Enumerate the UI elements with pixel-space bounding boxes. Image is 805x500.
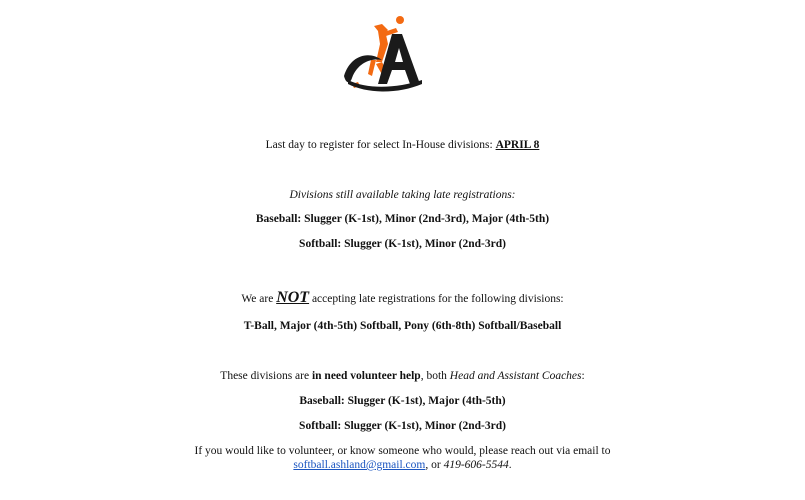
volunteer-softball: Softball: Slugger (K-1st), Minor (2nd-3rd) bbox=[299, 420, 506, 432]
deadline-date: APRIL 8 bbox=[495, 139, 540, 151]
available-heading: Divisions still available taking late registrations: bbox=[289, 189, 516, 201]
not-emphasis: NOT bbox=[276, 289, 310, 306]
contact-details: softball.ashland@gmail.com, or 419-606-5544. bbox=[293, 459, 512, 471]
not-accepting-line: We are NOT accepting late registrations for the following divisions: bbox=[241, 289, 564, 306]
email-link[interactable]: softball.ashland@gmail.com bbox=[293, 459, 426, 471]
available-softball: Softball: Slugger (K-1st), Minor (2nd-3rd) bbox=[299, 238, 506, 250]
volunteer-baseball: Baseball: Slugger (K-1st), Major (4th-5th) bbox=[299, 395, 506, 407]
phone-number: 419-606-5544 bbox=[443, 459, 509, 471]
volunteer-line: These divisions are in need volunteer help, both Head and Assistant Coaches: bbox=[220, 370, 585, 382]
closed-divisions: T-Ball, Major (4th-5th) Softball, Pony (6th-8th) Softball/Baseball bbox=[243, 320, 562, 332]
registration-deadline: Last day to register for select In-House divisions: APRIL 8 bbox=[265, 139, 540, 151]
softball-batter-logo bbox=[338, 14, 428, 94]
available-baseball: Baseball: Slugger (K-1st), Minor (2nd-3rd), Major (4th-5th) bbox=[255, 213, 550, 225]
contact-line: If you would like to volunteer, or know someone who would, please reach out via email to bbox=[194, 445, 611, 457]
